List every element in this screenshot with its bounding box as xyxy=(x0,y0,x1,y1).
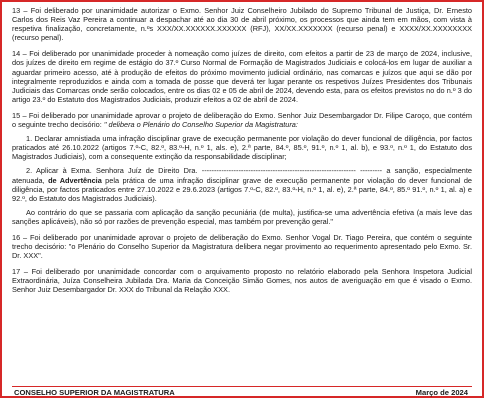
paragraph-15-item-2-a: 2. Aplicar à Exma. Senhora Juíz de Direito Dra. --------------------------------------------------------------- xyxy=(26,166,356,176)
paragraph-16-text: 16 – Foi deliberado por unanimidade aprovar o projeto de deliberação do Exmo. Senhor Vogal Dr. Tiago Pereira, que contém o seguinte trecho decisório: "o Plenário do Conselho Superior da Magistratura delibera negar provimento ao requerimento apresentado pelo Exmo. Sr. Dr. XXX". xyxy=(12,232,472,261)
paragraph-15-closing-text: Ao contrário do que se passaria com aplicação da sanção pecuniária (de multa), justifica-se uma advertência efetiva (a mais leve das sanções aplicáveis), não só por razões de prevenção especial, mas também por prevenção geral." xyxy=(12,207,472,226)
paragraph-15-item-2-c: pela prática de uma infração disciplinar grave de execução permanente por violação do dever funcional de diligência, por factos praticados entre 27.10.2022 e 29.6.2023 (artigos 7.º-C, 82.º, 83.º-H, n.º 1, al. e), 2.ª parte, 84.º, 85.º 91.º, n.º 1, al. a) e 92.º, do Estatuto dos Magistrados Judiciais). xyxy=(12,175,472,203)
paragraph-17 xyxy=(12,267,472,294)
paragraph-17-text: 17 – Foi deliberado por unanimidade concordar com o arquivamento proposto no relatório elaborado pela Senhora Inspetora Judicial Extraordinária, Juíza Conselheira Jubilada Dra. Maria da Conceição Simão Gomes, nos autos de averiguação em que é visado o Exmo. Senhor Juiz Desembargador Dr. XXX do Tribunal da Relação XXX. xyxy=(12,267,472,295)
footer-date: Março de 2024 xyxy=(415,388,468,397)
document-body xyxy=(12,6,472,302)
paragraph-15-item-1-text: 1. Declarar amnistiada uma infração disciplinar grave de execução permanente por violação do dever funcional de diligência, por factos praticados até 26.10.2022 (artigos 7.º-C, 82.º, 83.º-H, n.º 1, als. e), 2.ª parte, 84.º, 85.º, 91.º, n.º 1, al. b), e 93.º, n.º 1, do Estatuto dos Magistrados Judiciais), com a consequente extinção da responsabilidade disciplinar; xyxy=(12,134,472,162)
footer-divider xyxy=(12,386,472,387)
paragraph-16 xyxy=(12,233,472,260)
paragraph-13 xyxy=(12,6,472,42)
paragraph-15-quote: " delibera o Plenário do Conselho Superior da Magistratura: xyxy=(103,120,298,130)
footer-organization: CONSELHO SUPERIOR DA MAGISTRATURA xyxy=(14,388,175,397)
advertencia-emphasis: de Advertência xyxy=(48,175,102,185)
paragraph-14-text: 14 – Foi deliberado por unanimidade proceder à nomeação como juízes de direito, com efeitos a partir de 23 de março de 2024, inclusive, dos juízes de direito em regime de estágio do 37.º Curso Normal de Formação de Magistrados Judiciais e colocá-los em lugar de auxiliar a aguardar primeiro acesso, até à produção de efeitos do próximo movimento judicial ordinário, nas comarcas e juízos que aqui se dão por integralmente reproduzidos e ainda com a tomada de posse que deverá ter lugar perante os respetivos Juízes Presidentes dos Tribunais Judiciais das Comarcas onde serão colocados, entre os dias 02 e 05 de abril de 2024, devendo esta, para os efeitos previstos no do n.º 3 do artigo 23.º do Estatuto dos Magistrados Judiciais, produzir efeitos a 02 de abril de 2024. xyxy=(12,49,472,104)
paragraph-15-intro-text: 15 – Foi deliberado por unanimidade aprovar o projeto de deliberação do Exmo. Senhor Juiz Desembargador Dr. Filipe Caroço, que contém o seguinte trecho decisório: xyxy=(12,110,472,130)
paragraph-15-intro xyxy=(12,111,472,129)
paragraph-15-item-2 xyxy=(12,166,472,202)
paragraph-13-text: 13 – Foi deliberado por unanimidade autorizar o Exmo. Senhor Juiz Conselheiro Jubilado do Supremo Tribunal de Justiça, Dr. Ernesto Carlos dos Reis Vaz Pereira a continuar a despachar até ao dia 30 de abril próximo, os processos que ainda tem em mãos, com vista à respetiva finalização, concretamente, n.ºs XXX/XX.XXXXXX.XXXXXX (RFJ), XX/XX.XXXXXXX (recurso penal) e XXXX/XX.XXXXXXXX (recurso penal). xyxy=(12,6,472,43)
page-footer xyxy=(14,388,468,397)
paragraph-15-closing xyxy=(12,208,472,226)
paragraph-14 xyxy=(12,49,472,104)
paragraph-15-item-1 xyxy=(12,134,472,161)
paragraph-15-item-2-b: --------- a sanção, especialmente atenuada, xyxy=(12,166,472,185)
